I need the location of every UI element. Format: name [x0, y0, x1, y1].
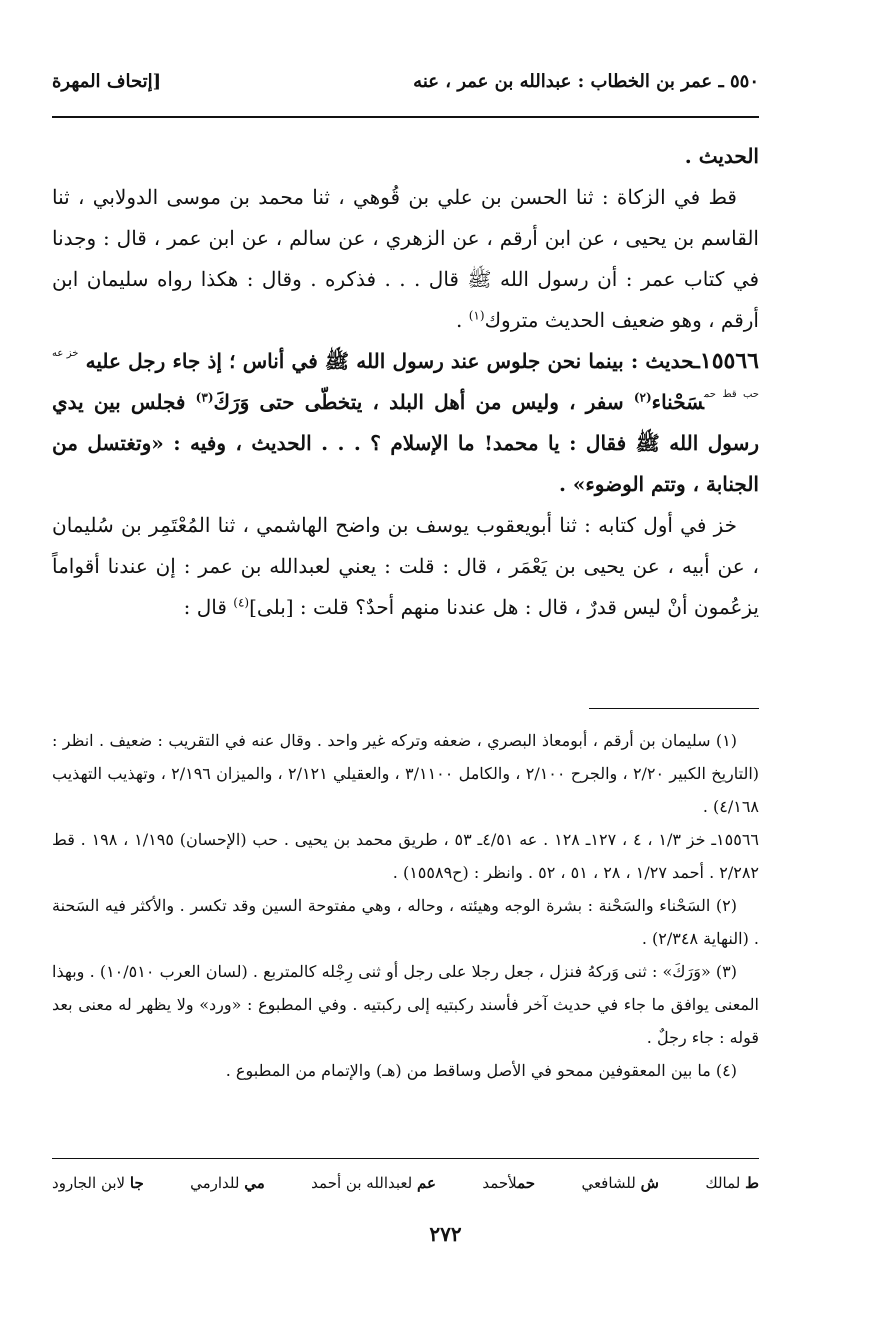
paragraph-text: خز في أول كتابه : ثنا أبويعقوب يوسف بن واضح الهاشمي ، ثنا المُعْتَمِر بن سُليمان ، عن أبيه ، عن يحيى بن يَعْمَر ، قال : قلت : يعني لعبدالله بن عمر : إن عندنا أقواماً يزعُمون أنْ ليس قدرٌ ، قال : هل عندنا منهم أحدٌ؟ قلت : [بلى] — [52, 513, 759, 619]
paragraph-end: قال : — [183, 595, 234, 619]
hadith-text-b: سَحْناء — [651, 390, 704, 414]
abbreviation-desc: لمالك — [705, 1174, 741, 1192]
footnotes — [52, 724, 759, 1087]
footnote-ref-1: (١) — [468, 308, 485, 323]
abbreviation-code: جا — [129, 1174, 144, 1192]
footnote-3: (٣) «وَرَكَ» : ثنى وَركهُ فنزل ، جعل رجلا على رجل أو ثنى رِجْله كالمتربع . (لسان العرب ١٠/٥١٠) . وبهذا المعنى يوافق ما جاء في حديث آخر فأسند ركبتيه إلى ركبتيه . وفي المطبوع : «ورد» ولا يظهر له معنى بعد قوله : جاء رجلٌ . — [52, 962, 759, 1047]
hadith-15566 — [52, 341, 759, 505]
book-title: [إتحاف المهرة — [52, 70, 162, 92]
hadith-text-c: سفر ، وليس من أهل البلد ، يتخطّى حتى وَرَكَ — [213, 390, 634, 414]
running-title: ٥٥٠ ـ عمر بن الخطاب : عبدالله بن عمر ، عنه — [413, 70, 759, 92]
paragraph-text: قط في الزكاة : ثنا الحسن بن علي بن قُوهي ، ثنا محمد بن موسى الدولابي ، ثنا القاسم بن يحيى ، عن ابن أرقم ، عن الزهري ، عن سالم ، عن ابن عمر ، قال : وجدنا في كتاب عمر : أن رسول الله ﷺ قال . . . فذكره . وقال : هكذا رواه سليمان ابن أرقم ، وهو ضعيف الحديث متروك — [52, 185, 759, 332]
footnote-ref-3: (٣) — [195, 390, 214, 405]
header-rule — [52, 116, 759, 118]
paragraph-end: . — [456, 308, 469, 332]
hadith-text-d: فجلس بين يدي رسول الله ﷺ فقال : يا محمد! ما الإسلام ؟ . . . الحديث ، وفيه : «وتغتسل من الجنابة ، وتتم الوضوء» . — [52, 390, 759, 496]
abbreviation-desc: لابن الجارود — [52, 1174, 126, 1192]
footnote-4: (٤) ما بين المعقوفين ممحو في الأصل وساقط من (هـ) والإتمام من المطبوع . — [225, 1061, 737, 1080]
paragraph-continuation: الحديث . — [684, 144, 759, 168]
footnote-ref-2: (٢) — [633, 390, 652, 405]
abbreviation-item — [482, 1170, 535, 1196]
abbreviation-item — [581, 1170, 659, 1196]
footnote-2: (٢) السَحْناء والسَحْنة : بشرة الوجه وهيئته ، وحاله ، وهي مفتوحة السين وقد تكسر . والأكثر فيه السَحنة . (النهاية ٢/٣٤٨) . — [52, 896, 759, 948]
abbreviation-item — [190, 1170, 265, 1196]
abbreviations-key — [52, 1170, 759, 1196]
abbreviation-desc: لعبدالله بن أحمد — [311, 1174, 413, 1192]
main-text — [52, 136, 759, 628]
abbreviations-rule — [52, 1158, 759, 1159]
abbreviation-code: ط — [745, 1174, 759, 1192]
page-header — [52, 64, 759, 98]
footnote-ref-4: (٤) — [233, 595, 250, 610]
paragraph-takhrij-qt — [52, 177, 759, 341]
abbreviation-code: مي — [244, 1174, 265, 1192]
abbreviation-desc: للدارمي — [190, 1174, 240, 1192]
abbreviation-desc: لأحمد — [482, 1174, 518, 1192]
abbreviation-code: عم — [417, 1174, 436, 1192]
hadith-text-a: : بينما نحن جلوس عند رسول الله ﷺ في أناس ؛ إذ جاء رجل عليه — [78, 349, 646, 373]
footnote-hadith-sources: ١٥٥٦٦ـ خز ١/٣ ، ٤ ، ١٢٧ـ ١٢٨ . عه ٤/٥١ـ ٥٣ ، طريق محمد بن يحيى . حب (الإحسان) ١/١٩٥ ، ١٩٨ . قط ٢/٢٨٢ . أحمد ١/٢٧ ، ٢٨ ، ٥١ ، ٥٢ . وانظر : (ح١٥٥٨٩) . — [52, 830, 759, 882]
hadith-number: ١٥٥٦٦ — [699, 348, 759, 374]
abbreviation-code: حم — [517, 1174, 536, 1192]
page-number: ٢٧٢ — [429, 1222, 462, 1246]
abbreviation-item — [52, 1170, 144, 1196]
paragraph-takhrij-khz — [52, 505, 759, 628]
abbreviation-item — [705, 1170, 759, 1196]
footnote-separator — [589, 708, 759, 709]
abbreviation-item — [311, 1170, 436, 1196]
abbreviation-desc: للشافعي — [581, 1174, 636, 1192]
hadith-sources-sigla: خز عه حب قط حم — [52, 348, 759, 400]
footnote-1: (١) سليمان بن أرقم ، أبومعاذ البصري ، ضعفه وتركه غير واحد . وقال عنه في التقريب : ضعيف . انظر : (التاريخ الكبير ٢/٢٠ ، والجرح ٢/١٠٠ ، والكامل ٣/١١٠٠ ، والعقيلي ٢/١٢١ ، والميزان ٢/١٩٦ ، وتهذيب التهذيب ٤/١٦٨) . — [52, 731, 760, 816]
abbreviation-code: ش — [640, 1174, 659, 1192]
hadith-label: ـحديث — [645, 349, 700, 373]
